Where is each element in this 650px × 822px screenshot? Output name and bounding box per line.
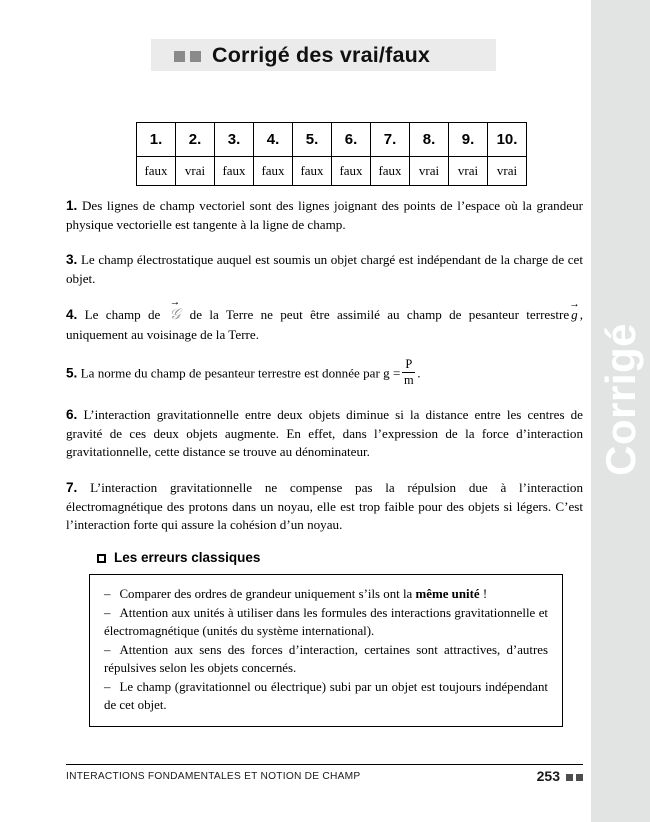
page-number: 253: [536, 768, 560, 784]
footer-page-area: [537, 768, 583, 784]
item-number: 7.: [66, 479, 78, 495]
formula-lhs: g =: [383, 365, 401, 381]
page-title-banner: [151, 39, 496, 71]
table-cell-answer: faux: [371, 157, 410, 186]
error-text-emphasis: même unité: [415, 587, 480, 601]
correction-item-7: [66, 478, 583, 535]
item-text-part-b: de la Terre ne peut être assimilé au champ de pesanteur terrestre: [189, 307, 570, 323]
dash-icon: –: [104, 605, 111, 620]
table-cell-answer: faux: [254, 157, 293, 186]
fraction-denominator: m: [403, 373, 414, 388]
error-text: Attention aux unités à utiliser dans les formules des interactions gravitationnelle et électromagnétique (unités du système international).: [104, 605, 548, 639]
item-number: 3.: [66, 252, 78, 268]
error-bullet-4: [104, 678, 548, 715]
item-text: Des lignes de champ vectoriel sont des lignes joignant des points de l’espace où la grandeur physique vectorielle est tangente à la ligne de champ.: [66, 198, 583, 232]
table-header-cell: 4.: [254, 123, 293, 157]
table-cell-answer: vrai: [410, 157, 449, 186]
table-header-cell: 8.: [410, 123, 449, 157]
g-vector-symbol: [569, 298, 580, 325]
table-cell-answer: vrai: [449, 157, 488, 186]
table-header-cell: 7.: [371, 123, 410, 157]
gravitational-field-symbol: [168, 296, 183, 325]
correction-item-1: [66, 196, 583, 234]
dash-icon: –: [104, 587, 111, 601]
item-number: 5.: [66, 365, 78, 381]
common-errors-title: Les erreurs classiques: [114, 550, 261, 565]
table-cell-answer: faux: [137, 157, 176, 186]
error-bullet-3: [104, 641, 548, 678]
item-text-part-b: .: [417, 365, 421, 381]
open-square-icon: [97, 554, 106, 563]
common-errors-box: [89, 574, 563, 727]
item-text-part-a: Le champ de: [84, 307, 161, 323]
vector-arrow-icon: →: [169, 296, 181, 308]
table-header-cell: 3.: [215, 123, 254, 157]
error-text-b: !: [482, 587, 488, 601]
table-cell-answer: faux: [215, 157, 254, 186]
table-header-cell: 2.: [176, 123, 215, 157]
item-number: 6.: [66, 407, 78, 423]
error-text: Attention aux sens des forces d’interaction, certaines sont attractives, d’autres répulsives selon les objets concernés.: [104, 642, 548, 676]
table-header-row: [137, 123, 527, 157]
fraction-p-over-m: [402, 358, 415, 387]
common-errors-heading: [97, 550, 260, 565]
square-pair-icon: [174, 51, 201, 62]
dash-icon: –: [104, 679, 111, 694]
table-header-cell: 10.: [488, 123, 527, 157]
table-cell-answer: faux: [293, 157, 332, 186]
filled-square-icon: [566, 774, 573, 781]
footer-divider: [66, 764, 583, 765]
script-g-glyph: 𝒢: [169, 305, 181, 324]
table-header-cell: 1.: [137, 123, 176, 157]
table-header-cell: 9.: [449, 123, 488, 157]
error-bullet-2: [104, 604, 548, 641]
corrections-list: [66, 196, 583, 548]
table-header-cell: 5.: [293, 123, 332, 157]
dash-icon: –: [104, 642, 111, 657]
page-title: Corrigé des vrai/faux: [212, 42, 431, 67]
correction-item-4: [66, 296, 583, 344]
footer-chapter-title: INTERACTIONS FONDAMENTALES ET NOTION DE CHAMP: [66, 770, 361, 782]
item-text: Le champ électrostatique auquel est soumis un objet chargé est indépendant de la charge de cet objet.: [66, 252, 583, 286]
item-text-part-a: La norme du champ de pesanteur terrestre est donnée par: [80, 365, 380, 381]
table-header-cell: 6.: [332, 123, 371, 157]
side-tab-strip: [591, 0, 650, 822]
table-cell-answer: faux: [332, 157, 371, 186]
item-number: 1.: [66, 198, 78, 213]
item-text-part-c: , uniquement au voisinage de la Terre.: [66, 307, 583, 342]
vector-arrow-icon: →: [569, 298, 580, 310]
table-cell-answer: vrai: [176, 157, 215, 186]
item-text: L’interaction gravitationnelle entre deux objets diminue si la distance entre les centres de gravité de ces deux objets augmente. En effet, dans l’expression de la force d’interaction gravitationnelle, cette distance se trouve au dénominateur.: [66, 407, 583, 460]
correction-item-6: [66, 405, 583, 462]
answers-table: [136, 122, 527, 186]
error-bullet-1: [104, 585, 548, 604]
item-text: L’interaction gravitationnelle ne compense pas la répulsion due à l’interaction électromagnétique des protons dans un noyau, elle est trop faible pour des objets si légers. C’est l’interaction forte qui assure la cohésion d’un noyau.: [66, 479, 583, 533]
correction-item-3: [66, 250, 583, 288]
error-text-a: Comparer des ordres de grandeur uniquement s’ils ont la: [119, 587, 413, 601]
side-tab-label: Corrigé: [596, 322, 644, 476]
filled-square-icon: [576, 774, 583, 781]
filled-square-icon: [190, 51, 201, 62]
error-text: Le champ (gravitationnel ou électrique) subi par un objet est toujours indépendant de cet objet.: [104, 679, 548, 713]
item-number: 4.: [66, 307, 78, 323]
correction-item-5: [66, 357, 583, 389]
page-footer: [66, 768, 583, 784]
table-row: [137, 157, 527, 186]
square-pair-icon: [566, 774, 583, 781]
table-cell-answer: vrai: [488, 157, 527, 186]
g-glyph: g: [571, 307, 578, 323]
fraction-numerator: P: [405, 357, 413, 372]
filled-square-icon: [174, 51, 185, 62]
side-tab-label-wrap: [591, 0, 650, 822]
